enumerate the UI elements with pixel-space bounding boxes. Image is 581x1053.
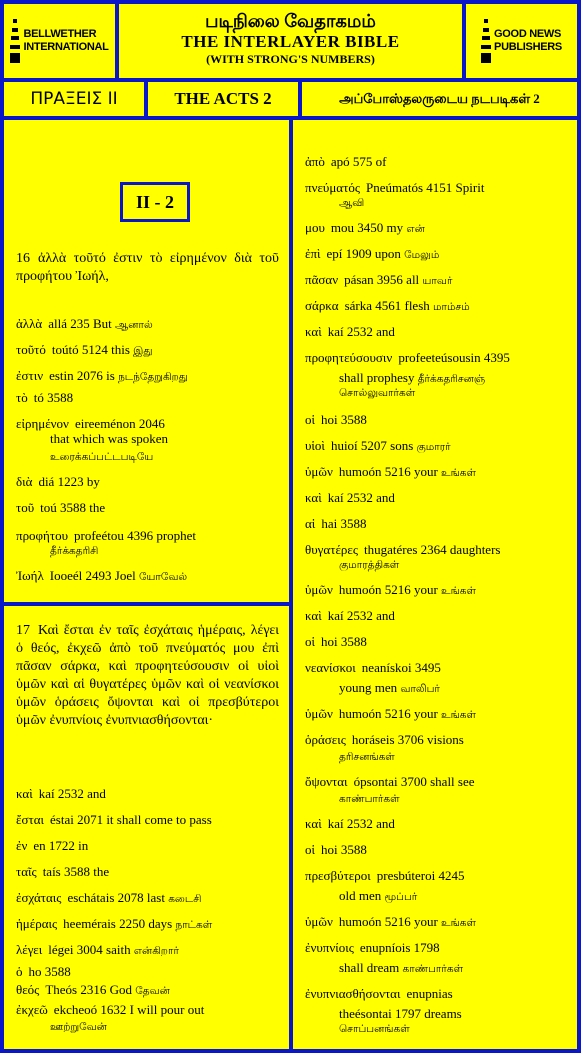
gloss-continuation: that which was spoken (50, 431, 169, 446)
tamil-gloss: குமாரத்திகள் (339, 560, 400, 571)
tamil-gloss: காண்பார்கள் (339, 794, 400, 805)
greek-word: καὶ (305, 608, 322, 623)
verse16-panel (4, 120, 289, 602)
greek-word: τοῦτό (16, 342, 46, 357)
word-entry (16, 982, 279, 999)
right-logo-line2: PUBLISHERS (494, 41, 562, 53)
word-entry (305, 842, 567, 857)
translit-gloss: hai 3588 (321, 516, 367, 531)
greek-word: ἐσχάταις (16, 890, 62, 905)
tamil-gloss: மாம்சம் (433, 302, 470, 313)
word-entry (305, 298, 567, 315)
tamil-gloss: நடந்தேறுகிறது (118, 372, 188, 383)
translit-gloss: toú 3588 the (40, 500, 106, 515)
verse17-panel (4, 606, 289, 1049)
translit-gloss: presbúteroi 4245 (376, 868, 465, 883)
translit-gloss: ópsontai 3700 shall see (353, 774, 475, 789)
tamil-gloss: உங்கள் (441, 710, 476, 721)
translit-gloss: estin 2076 is (49, 368, 119, 383)
word-entry (16, 812, 279, 827)
word-entry (16, 568, 279, 585)
verse17-text (16, 622, 279, 730)
translit-gloss: profeeteúsousin 4395 (398, 350, 510, 365)
greek-word: μου (305, 220, 325, 235)
tamil-gloss: உரைக்கப்பட்டபடியே (50, 452, 154, 463)
greek-word: ἐν (16, 838, 28, 853)
word-entry (305, 660, 567, 675)
translit-gloss: enupníois 1798 (359, 940, 440, 955)
verse16-text (16, 250, 279, 286)
greek-word: ὑμῶν (305, 914, 333, 929)
tamil-gloss: வாலிபர் (400, 684, 440, 695)
translit-gloss: shall dream (339, 960, 403, 975)
word-entry (305, 816, 567, 831)
greek-word: λέγει (16, 942, 43, 957)
greek-word: ὄψονται (305, 774, 348, 789)
right-logo-line1: GOOD NEWS (494, 28, 562, 40)
greek-word: σάρκα (305, 298, 339, 313)
greek-word: Ἰωήλ (16, 568, 44, 583)
word-entry (16, 964, 279, 979)
greek-word: αἱ (305, 516, 316, 531)
translit-gloss: epí 1909 upon (326, 246, 405, 261)
word-entry (305, 706, 567, 723)
word-entry (305, 246, 567, 263)
word-entry (305, 1020, 567, 1037)
word-entry (16, 864, 279, 879)
greek-word: ἐπὶ (305, 246, 321, 261)
title-block (119, 4, 462, 78)
translit-gloss: diá 1223 by (38, 474, 100, 489)
translit-gloss: horáseis 3706 visions (351, 732, 464, 747)
word-entry (16, 390, 279, 405)
translit-gloss: ekcheoó 1632 I will pour out (53, 1002, 205, 1017)
tamil-gloss: சொல்லுவார்கள் (339, 388, 416, 399)
translit-gloss: sárka 4561 flesh (344, 298, 434, 313)
word-entry (16, 448, 279, 465)
greek-word: πρεσβύτεροι (305, 868, 371, 883)
word-entry (305, 680, 567, 697)
word-entry (305, 384, 567, 401)
greek-word: υἱοὶ (305, 438, 325, 453)
left-logo-line2: INTERNATIONAL (23, 41, 109, 53)
word-entry (305, 888, 567, 905)
tamil-gloss: கடைசி (168, 894, 202, 905)
greek-word: καὶ (305, 324, 322, 339)
word-entry (305, 748, 567, 765)
word-entry (16, 416, 279, 446)
greek-word: οἱ (305, 842, 315, 857)
translit-gloss: toútó 5124 this (51, 342, 134, 357)
translit-gloss: Theós 2316 God (45, 982, 136, 997)
translit-gloss: hoi 3588 (321, 412, 367, 427)
greek-word: ἀλλὰ (16, 316, 43, 331)
word-entry (16, 1002, 279, 1017)
verse-greek: ἀλλὰ τοῦτό ἐστιν τὸ εἰρημένον διὰ τοῦ προφήτου Ἰωήλ, (16, 251, 279, 284)
verse-number: 16 (16, 251, 30, 266)
tamil-gloss: நாட்கள் (175, 920, 213, 931)
word-entry (305, 774, 567, 789)
word-entry (305, 154, 567, 169)
translit-gloss: kaí 2532 and (38, 786, 106, 801)
greek-word: ὑμῶν (305, 464, 333, 479)
tamil-gloss: காண்பார்கள் (402, 964, 464, 975)
greek-word: εἰρημένον (16, 416, 69, 431)
translit-gloss: ho 3588 (28, 964, 71, 979)
word-entry (305, 350, 567, 365)
greek-word: ἡμέραις (16, 916, 58, 931)
greek-word: προφητεύσουσιν (305, 350, 393, 365)
greek-word: οἱ (305, 412, 315, 427)
translit-gloss: apó 575 of (330, 154, 387, 169)
word-entry (305, 180, 567, 195)
greek-word: ὑμῶν (305, 582, 333, 597)
translit-gloss: shall prophesy (339, 370, 418, 385)
word-entry (305, 940, 567, 955)
greek-word: πᾶσαν (305, 272, 339, 287)
greek-word: καὶ (16, 786, 33, 801)
word-entry (305, 960, 567, 977)
translit-gloss: en 1722 in (33, 838, 89, 853)
translit-gloss: Iooeél 2493 Joel (49, 568, 139, 583)
translit-gloss: humoón 5216 your (338, 914, 442, 929)
title-main: THE INTERLAYER BIBLE (181, 32, 400, 51)
word-entry (16, 342, 279, 359)
word-entry (16, 500, 279, 515)
greek-word: καὶ (305, 816, 322, 831)
greek-word: τοῦ (16, 500, 35, 515)
tamil-gloss: தேவன் (135, 986, 170, 997)
word-entry (16, 542, 279, 559)
translit-gloss: kaí 2532 and (327, 608, 395, 623)
greek-word: ἔσται (16, 812, 44, 827)
tamil-gloss: யோவேல் (138, 572, 188, 583)
word-entry (16, 474, 279, 489)
lamp-stand-icon (481, 19, 491, 63)
translit-gloss: thugatéres 2364 daughters (364, 542, 501, 557)
word-entry (16, 528, 279, 543)
translit-gloss: hoi 3588 (321, 842, 367, 857)
greek-word: ἐκχεῶ (16, 1002, 48, 1017)
book-english: THE ACTS 2 (148, 82, 298, 116)
word-entry (305, 412, 567, 427)
word-entry (16, 316, 279, 333)
word-entry (305, 732, 567, 747)
word-entry (305, 1006, 567, 1021)
word-entry (16, 1018, 279, 1035)
greek-word: καὶ (305, 490, 322, 505)
tamil-gloss: ஆனால் (115, 320, 153, 331)
translit-gloss: theésontai 1797 dreams (339, 1006, 462, 1021)
word-entry (305, 790, 567, 807)
translit-gloss: humoón 5216 your (338, 582, 442, 597)
right-panel (293, 120, 577, 1049)
greek-word: ἀπὸ (305, 154, 325, 169)
translit-gloss: enupnias (406, 986, 453, 1001)
bellwether-logo (4, 4, 115, 78)
word-entry (305, 542, 567, 557)
greek-word: οἱ (305, 634, 315, 649)
greek-word: ὑμῶν (305, 706, 333, 721)
translit-gloss: neanískoi 3495 (361, 660, 441, 675)
greek-word: ταῖς (16, 864, 37, 879)
word-entry (305, 608, 567, 623)
greek-word: ὁ (16, 964, 23, 979)
greek-word: νεανίσκοι (305, 660, 356, 675)
translit-gloss: légei 3004 saith (48, 942, 134, 957)
tamil-gloss: என் (406, 224, 425, 235)
word-entry (305, 986, 567, 1001)
word-entry (305, 272, 567, 289)
translit-gloss: éstai 2071 it shall come to pass (50, 812, 212, 827)
greek-word: θεός (16, 982, 40, 997)
greek-word: προφήτου (16, 528, 69, 543)
tamil-gloss: தரிசனங்கள் (339, 752, 395, 763)
title-sub: (WITH STRONG'S NUMBERS) (206, 52, 375, 66)
word-entry (16, 916, 279, 933)
translit-gloss: tó 3588 (33, 390, 74, 405)
greek-word: θυγατέρες (305, 542, 358, 557)
translit-gloss: humoón 5216 your (338, 706, 442, 721)
greek-word: διὰ (16, 474, 33, 489)
tamil-gloss: மூப்பர் (384, 892, 418, 903)
translit-gloss: kaí 2532 and (327, 490, 395, 505)
title-tamil: படிநிலை வேதாகமம் (205, 11, 376, 31)
greek-word: ἐνυπνιασθήσονται (305, 986, 401, 1001)
translit-gloss: profeétou 4396 prophet (74, 528, 197, 543)
translit-gloss: hoi 3588 (321, 634, 367, 649)
tamil-gloss: இது (133, 346, 153, 357)
translit-gloss: eireeménon 2046 (74, 416, 165, 431)
word-entry (16, 890, 279, 907)
translit-gloss: taís 3588 the (42, 864, 110, 879)
greek-word: ἐστιν (16, 368, 44, 383)
lamp-stand-icon (10, 19, 20, 63)
word-entry (16, 368, 279, 385)
good-news-logo (466, 4, 577, 78)
word-entry (305, 438, 567, 455)
word-entry (305, 868, 567, 883)
word-entry (305, 634, 567, 649)
tamil-gloss: ஆவி (339, 198, 365, 209)
translit-gloss: huioí 5207 sons (330, 438, 417, 453)
translit-gloss: eschátais 2078 last (67, 890, 169, 905)
translit-gloss: young men (339, 680, 401, 695)
left-logo-line1: BELLWETHER (23, 28, 97, 40)
book-greek: ΠΡΑΞΕΙΣ ΙΙ (4, 82, 144, 116)
word-entry (305, 490, 567, 505)
tamil-gloss: தீர்க்கதரிசனஞ் (417, 374, 486, 385)
word-entry (305, 220, 567, 237)
verse-greek: Καὶ ἔσται ἐν ταῖς ἐσχάταις ἡμέραις, λέγει ὁ θεός, ἐκχεῶ ἀπὸ τοῦ πνεύματός μου ἐπὶ πᾶσαν σάρκα, καὶ προφητεύσουσιν οἱ υἱοὶ ὑμῶν καὶ αἱ θυγατέρες ὑμῶν καὶ οἱ νεανίσκοι ὑμῶν ὁράσεις ὄψονται καὶ οἱ πρεσβύτεροι ὑμῶν ἐνυπνίοις ἐνυπνιασθήσονται· (16, 623, 279, 728)
translit-gloss: Pneúmatós 4151 Spirit (366, 180, 485, 195)
word-entry (305, 556, 567, 573)
greek-word: πνεύματός (305, 180, 360, 195)
tamil-gloss: என்கிறார் (133, 946, 179, 957)
greek-word: τὸ (16, 390, 28, 405)
word-entry (16, 942, 279, 959)
translit-gloss: old men (339, 888, 385, 903)
tamil-gloss: யாவர் (422, 276, 453, 287)
translit-gloss: heemérais 2250 days (63, 916, 176, 931)
section-badge: II - 2 (120, 182, 190, 222)
word-entry (305, 324, 567, 339)
translit-gloss: kaí 2532 and (327, 324, 395, 339)
book-tamil: அப்போஸ்தலருடைய நடபடிகள் 2 (302, 82, 577, 116)
word-entry (305, 582, 567, 599)
tamil-gloss: தீர்க்கதரிசி (50, 546, 99, 557)
translit-gloss: kaí 2532 and (327, 816, 395, 831)
greek-word: ἐνυπνίοις (305, 940, 354, 955)
tamil-gloss: சொப்பனங்கள் (339, 1024, 410, 1035)
verse-number: 17 (16, 623, 30, 638)
word-entry (305, 464, 567, 481)
tamil-gloss: உங்கள் (441, 918, 476, 929)
word-entry (305, 194, 567, 211)
greek-word: ὁράσεις (305, 732, 346, 747)
word-entry (305, 516, 567, 531)
tamil-gloss: உங்கள் (441, 586, 476, 597)
translit-gloss: mou 3450 my (330, 220, 407, 235)
tamil-gloss: மேலும் (404, 250, 440, 261)
translit-gloss: allá 235 But (48, 316, 116, 331)
word-entry (16, 786, 279, 801)
tamil-gloss: ஊற்றுவேன் (50, 1022, 107, 1033)
tamil-gloss: குமாரர் (416, 442, 451, 453)
tamil-gloss: உங்கள் (441, 468, 476, 479)
translit-gloss: humoón 5216 your (338, 464, 442, 479)
word-entry (305, 914, 567, 931)
translit-gloss: pásan 3956 all (344, 272, 423, 287)
word-entry (16, 838, 279, 853)
